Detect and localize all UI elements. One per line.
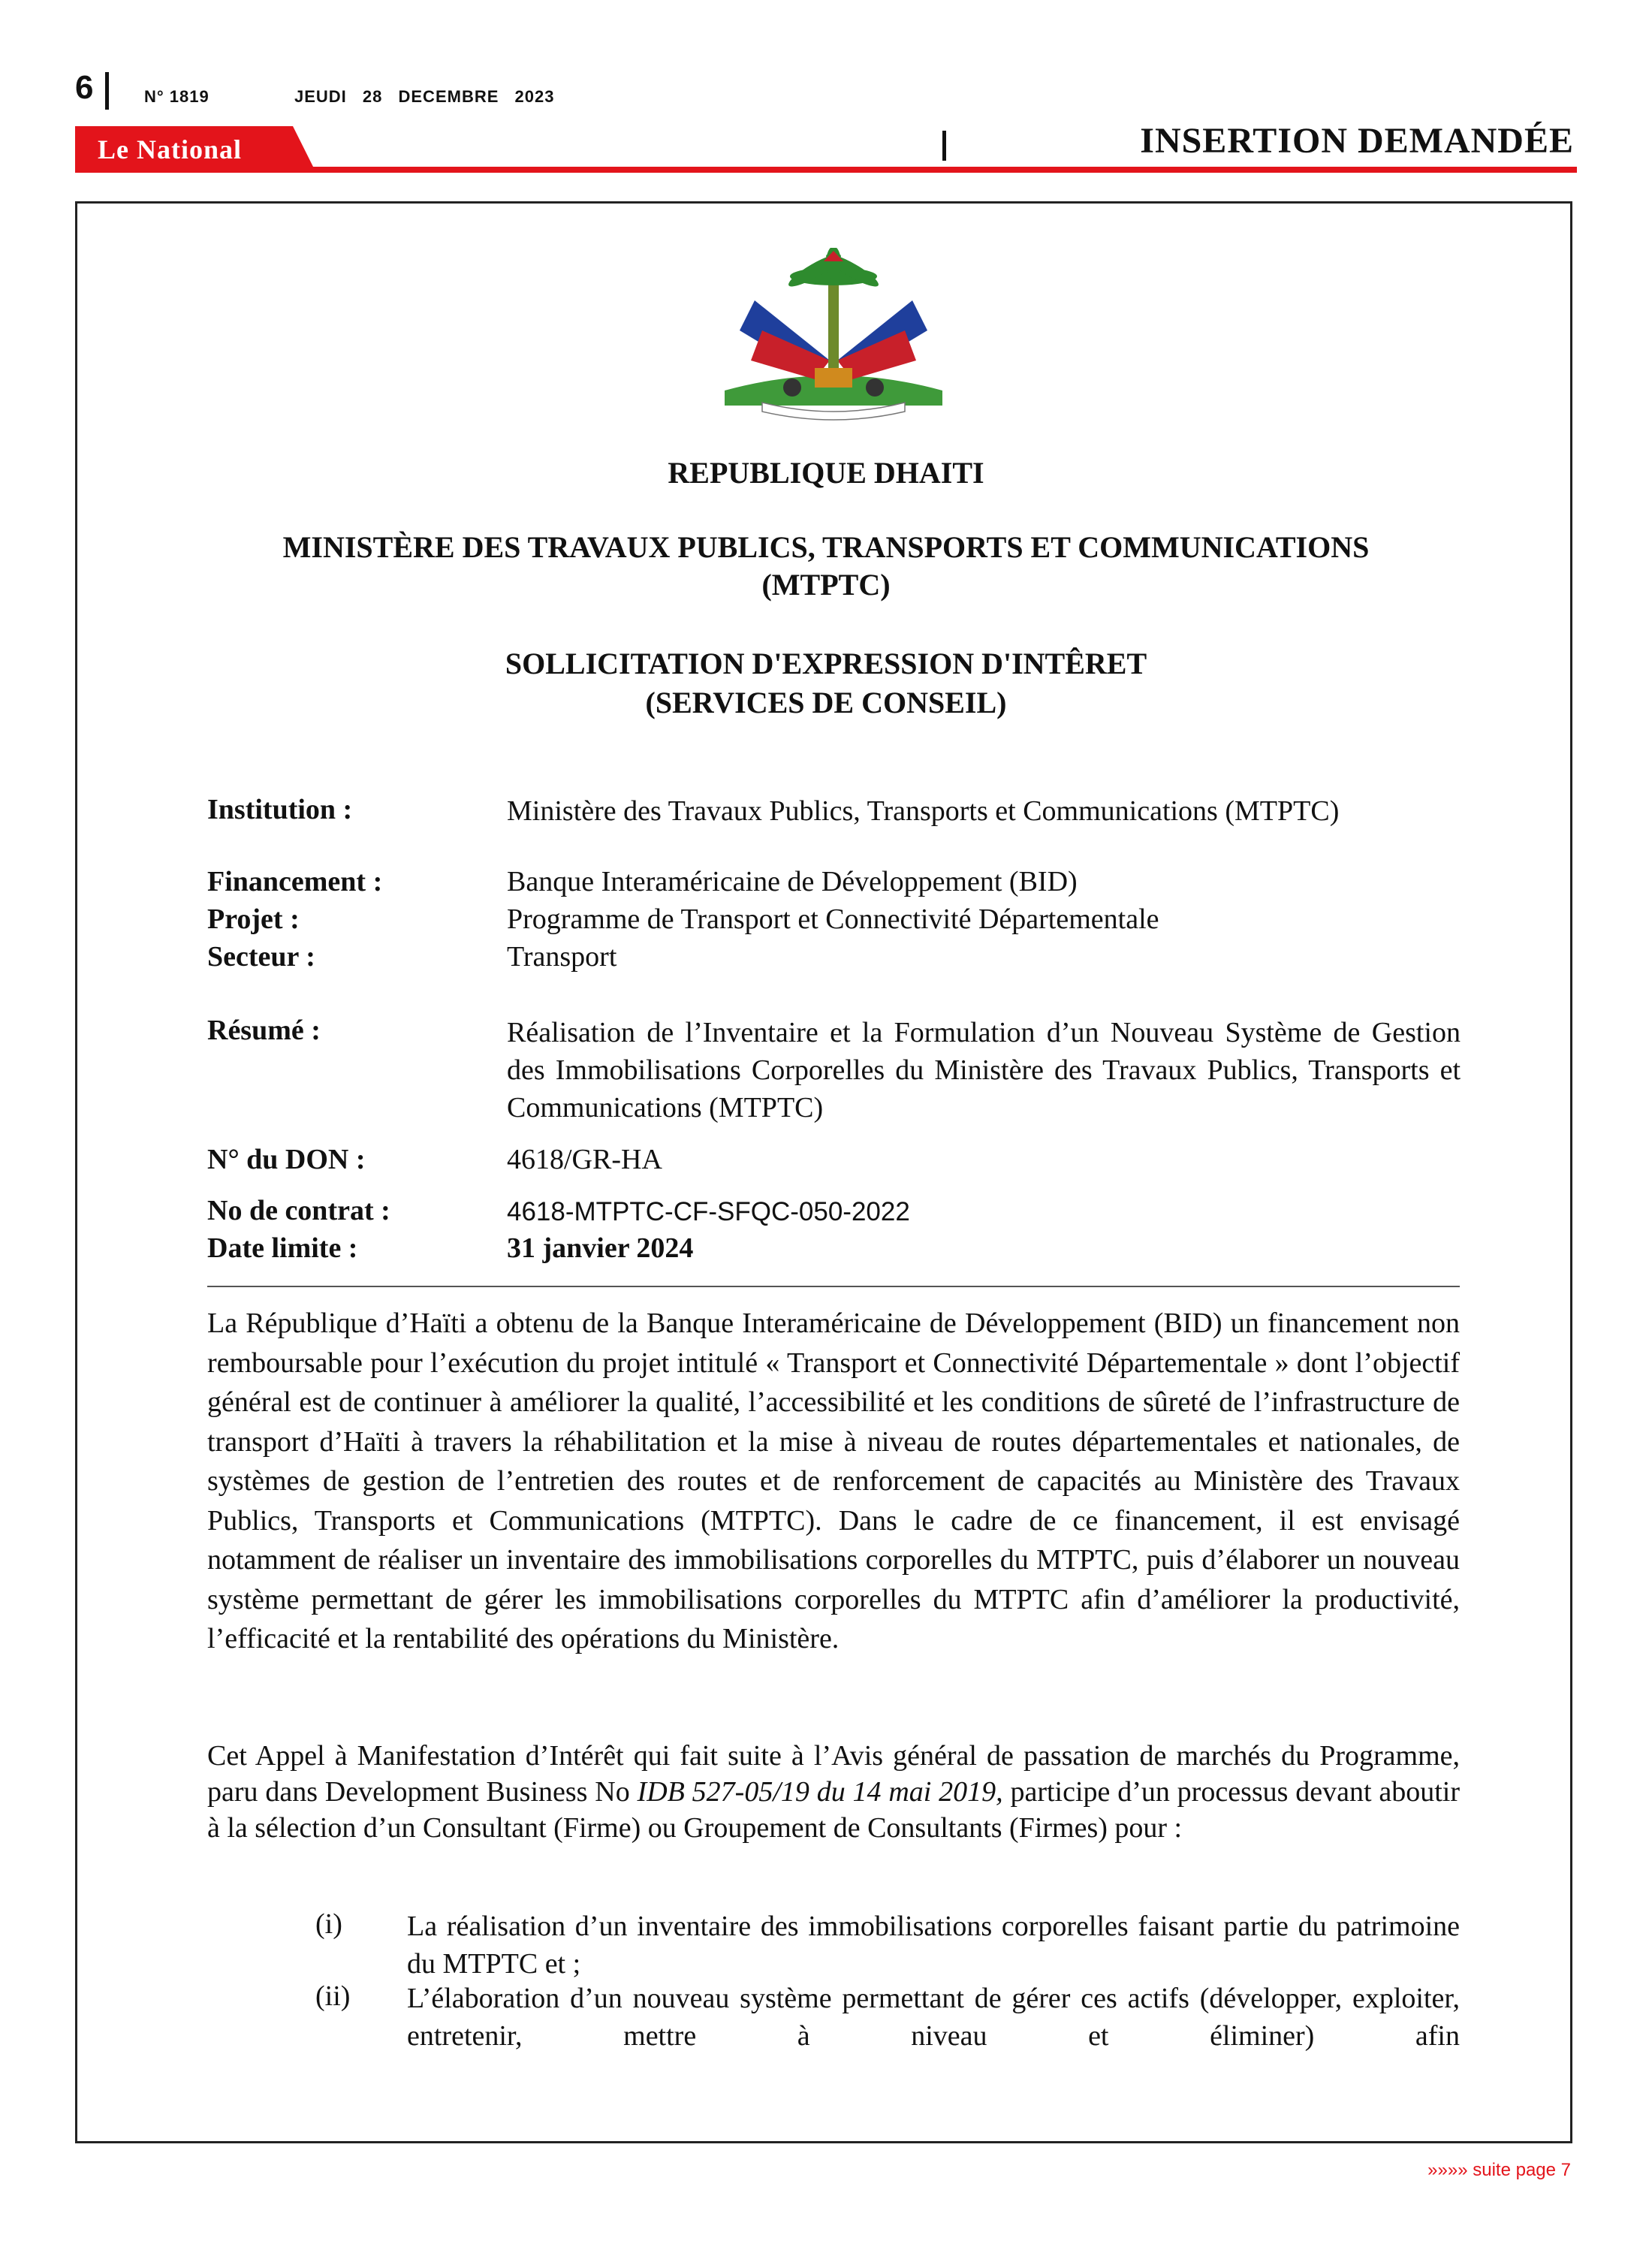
fields-divider (207, 1286, 1460, 1287)
page-number: 6 (75, 69, 94, 106)
label-resume: Résumé : (207, 1015, 321, 1046)
value-projet: Programme de Transport et Connectivité Départementale (507, 903, 1159, 935)
label-date-limite: Date limite : (207, 1232, 358, 1264)
body-paragraph-1: La République d’Haïti a obtenu de la Banque Interaméricaine de Développement (BID) un financement non remboursable pour l’exécution du projet intitulé « Transport et Connectivité Départementale » dont l’objectif général est de continuer à améliorer la qualité, l’accessibilité et les conditions de sûreté de l’infrastructure de transport d’Haïti à travers la réhabilitation et la mise à niveau de routes départementales et nationales, de systèmes de gestion de l’entretien des routes et de renforcement de capacités au Ministère des Travaux Publics, Transports et Communications (MTPTC). Dans le cadre de ce financement, il est envisagé notamment de réaliser un inventaire des immobilisations corporelles du MTPTC, puis d’élaborer un nouveau système permettant de gérer les immobilisations corporelles du MTPTC afin d’améliorer la productivité, l’efficacité et la rentabilité des opérations du Ministère. (207, 1307, 1460, 1654)
label-don: N° du DON : (207, 1144, 366, 1175)
list-item-number: (ii) (315, 1980, 351, 2012)
value-secteur: Transport (507, 941, 617, 973)
value-financement: Banque Interaméricaine de Développement (BID) (507, 866, 1078, 897)
header-rule (75, 167, 1577, 173)
coat-of-arms-icon (710, 248, 957, 421)
body-paragraph-2 (207, 1738, 1460, 1846)
list-item-number: (i) (315, 1908, 342, 1940)
header-divider (942, 131, 946, 161)
value-don: 4618/GR-HA (507, 1144, 662, 1175)
list-item-text: L’élaboration d’un nouveau système permettant de gérer ces actifs (développer, exploiter, entretenir, mettre à niveau et éliminer) afin (407, 1983, 1460, 2052)
newspaper-name: Le National (98, 134, 243, 164)
label-financement: Financement : (207, 866, 383, 897)
solicitation-subtitle: (SERVICES DE CONSEIL) (645, 686, 1007, 719)
issue-date: JEUDI 28 DECEMBRE 2023 (294, 87, 555, 106)
solicitation-title: SOLLICITATION D'EXPRESSION D'INTÊRET (505, 647, 1147, 680)
value-institution: Ministère des Travaux Publics, Transports et Communications (MTPTC) (507, 795, 1340, 827)
section-title: INSERTION DEMANDÉE (1140, 121, 1574, 161)
list-item-text: La réalisation d’un inventaire des immobilisations corporelles faisant partie du patrimoine du MTPTC et ; (407, 1911, 1460, 1980)
republic-heading: REPUBLIQUE DHAITI (668, 456, 984, 490)
paragraph-2-text-end: participe d’un processus devant aboutir à la sélection d’un Consultant (Firme) ou Groupement de Consultants (Firmes) pour : (207, 1776, 1460, 1844)
issue-number: N° 1819 (144, 87, 210, 106)
solicitation-heading (75, 644, 1577, 722)
label-secteur: Secteur : (207, 941, 315, 973)
label-contrat: No de contrat : (207, 1195, 390, 1226)
ministry-name: MINISTÈRE DES TRAVAUX PUBLICS, TRANSPORTS ET COMMUNICATIONS (MTPTC) (282, 530, 1370, 602)
paragraph-2-reference: IDB 527-05/19 du 14 mai 2019, (637, 1776, 1003, 1808)
ministry-heading (75, 529, 1577, 604)
page-number-divider (105, 72, 109, 110)
value-contrat: 4618-MTPTC-CF-SFQC-050-2022 (507, 1197, 910, 1226)
value-resume: Réalisation de l’Inventaire et la Formulation d’un Nouveau Système de Gestion des Immobilisations Corporelles du Ministère des Travaux Publics, Transports et Communications (MTPTC) (507, 1017, 1461, 1123)
value-date-limite: 31 janvier 2024 (507, 1232, 694, 1264)
label-projet: Projet : (207, 903, 300, 935)
paragraph-2-text: Cet Appel à Manifestation d’Intérêt qui fait suite à l’Avis général de passation de marchés du Programme, paru dans Development Business No (207, 1740, 1460, 1808)
label-institution: Institution : (207, 794, 353, 825)
continued-on-page: »»»» suite page 7 (1427, 2160, 1571, 2180)
